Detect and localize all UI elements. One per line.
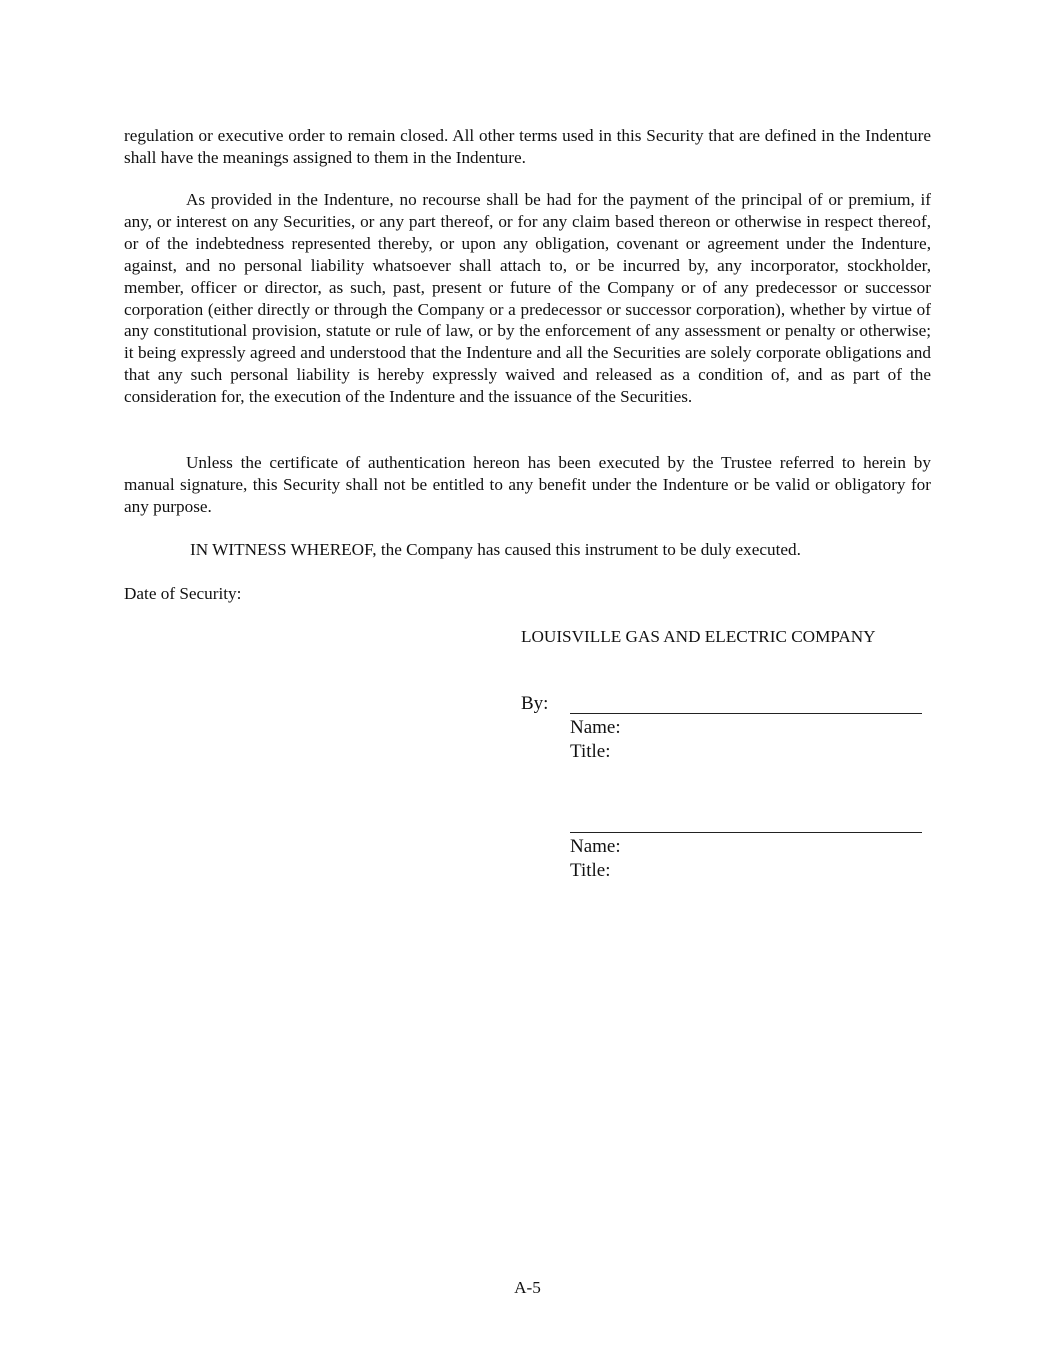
by-label: By: xyxy=(521,693,549,714)
company-name: LOUISVILLE GAS AND ELECTRIC COMPANY xyxy=(521,627,876,646)
date-of-security-label: Date of Security: xyxy=(124,584,242,603)
page-number: A-5 xyxy=(514,1278,541,1297)
signatory-1-title-label: Title: xyxy=(570,741,611,762)
signatory-1-name-label: Name: xyxy=(570,717,621,738)
signatory-2-name-label: Name: xyxy=(570,836,621,857)
paragraph-no-recourse: As provided in the Indenture, no recourse shall be had for the payment of the principal of or premium, if any, or interest on any Securities, or any part thereof, or for any claim based thereon or otherwise in respect thereof, or of the indebtedness represented thereby, or upon any obligation, covenant or agreement under the Indenture, against, and no personal liability whatsoever shall attach to, or be incurred by, any incorporator, stockholder, member, officer or director, as such, past, present or future of the Company or of any predecessor or successor corporation (either directly or through the Company or a predecessor or successor corporation), whether by virtue of any constitutional provision, statute or rule of law, or by the enforcement of any assessment or penalty or otherwise; it being expressly agreed and understood that the Indenture and all the Securities are solely corporate obligations and that any such personal liability is hereby expressly waived and released as a condition of, and as part of the consideration for, the execution of the Indenture and the issuance of the Securities. xyxy=(124,190,931,407)
signatory-2-title-label: Title: xyxy=(570,860,611,881)
paragraph-continuation: regulation or executive order to remain closed. All other terms used in this Security that are defined in the Indenture shall have the meanings assigned to them in the Indenture. xyxy=(124,126,931,167)
paragraph-authentication: Unless the certificate of authentication hereon has been executed by the Trustee referred to herein by manual signature, this Security shall not be entitled to any benefit under the Indenture or be valid or obligatory for any purpose. xyxy=(124,453,931,516)
signature-line-2 xyxy=(570,832,922,833)
witness-clause: IN WITNESS WHEREOF, the Company has caused this instrument to be duly executed. xyxy=(190,540,801,559)
signature-line-1 xyxy=(570,713,922,714)
